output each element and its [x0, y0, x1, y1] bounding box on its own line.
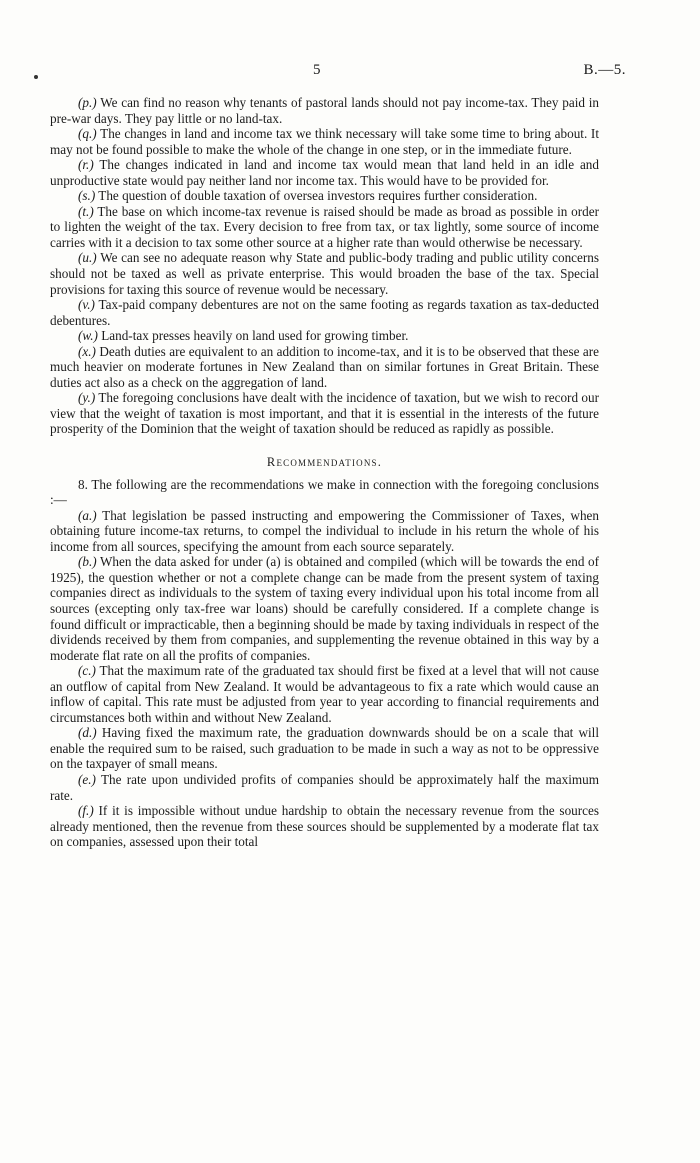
recommendation-f: (f.) If it is impossible without undue hardship to obtain the necessary revenue from the sources already mentioned, then the revenue from these sources should be supplemented by a moderate flat tax on companies, assessed upon their total [50, 803, 599, 850]
paragraph-s: (s.) The question of double taxation of oversea investors requires further consideration. [78, 188, 538, 204]
paragraph-p: (p.) We can find no reason why tenants of pastoral lands should not pay income-tax. They paid in pre-war days. They pay little or no land-tax. [50, 95, 599, 126]
recommendation-b: (b.) When the data asked for under (a) is obtained and compiled (which will be towards the end of 1925), the question whether or not a complete change can be made from the present system of taxing companies direct as individuals to the system of taxing every individual upon his total income from all sources (excepting only tax-free war loans) should be carefully considered. If a complete change is found difficult or impracticable, then a beginning should be made by taxing individuals in respect of the dividends received by them from companies, and supplementing the revenue obtained in this way by a moderate flat rate on all the profits of companies. [50, 554, 599, 663]
margin-dot [34, 75, 38, 79]
recommendation-e: (e.) The rate upon undivided profits of companies should be approximately half the maximum rate. [50, 771, 599, 803]
recommendations-intro: 8. The following are the recommendations we make in connection with the foregoing conclusions :— [50, 476, 599, 508]
paragraph-r: (r.) The changes indicated in land and income tax would mean that land held in an idle and unproductive state would pay neither land nor income tax. This would have to be provided for. [50, 157, 599, 188]
page-number: 5 [313, 62, 321, 78]
paragraph-t: (t.) The base on which income-tax revenue is raised should be made as broad as possible in order to lighten the weight of the tax. Every decision to free from tax, or tax lightly, some source of income carries with it a decision to tax some other source at a higher rate than would otherwise be necessary. [50, 203, 599, 250]
paragraph-w: (w.) Land-tax presses heavily on land used for growing timber. [78, 328, 409, 344]
conclusions-section [50, 95, 599, 437]
page-body [50, 95, 599, 850]
paragraph-v: (v.) Tax-paid company debentures are not on the same footing as regards taxation as tax-deducted debentures. [50, 297, 599, 328]
paragraph-y: (y.) The foregoing conclusions have dealt with the incidence of taxation, but we wish to record our view that the weight of taxation is most important, and that it is essential in the interests of the future prosperity of the Dominion that the weight of taxation should be reduced as rapidly as possible. [50, 390, 599, 437]
paragraph-u: (u.) We can see no adequate reason why State and public-body trading and public utility concerns should not be taxed as well as private enterprise. This would broaden the base of the tax. Special provisions for taxing this source of revenue would be necessary. [50, 250, 599, 297]
paragraph-x: (x.) Death duties are equivalent to an addition to income-tax, and it is to be observed that these are much heavier on moderate fortunes in New Zealand than on similar fortunes in Great Britain. These duties act also as a check on the aggregation of land. [50, 343, 599, 390]
recommendations-heading: Recommendations. [266, 455, 383, 470]
recommendation-a: (a.) That legislation be passed instructing and empowering the Commissioner of Taxes, when obtaining future income-tax returns, to compel the individual to include in his return the whole of his income from all sources, specifying the amount from each source separately. [50, 507, 599, 554]
paragraph-q: (q.) The changes in land and income tax we think necessary will take some time to bring about. It may not be found possible to make the whole of the change in one step, or in the immediate future. [50, 126, 599, 157]
recommendation-d: (d.) Having fixed the maximum rate, the graduation downwards should be on a scale that will enable the required sum to be raised, such graduation to be made in such a way as not to be oppressive on the taxpayer of small means. [50, 725, 599, 772]
document-reference: B.—5. [583, 62, 626, 78]
recommendations-section [50, 477, 599, 850]
recommendation-c: (c.) That the maximum rate of the graduated tax should first be fixed at a level that will not cause an outflow of capital from New Zealand. It would be advantageous to fix a rate which would cause an inflow of capital. This rate must be adjusted from year to year according to financial requirements and circumstances both within and without New Zealand. [50, 663, 599, 725]
